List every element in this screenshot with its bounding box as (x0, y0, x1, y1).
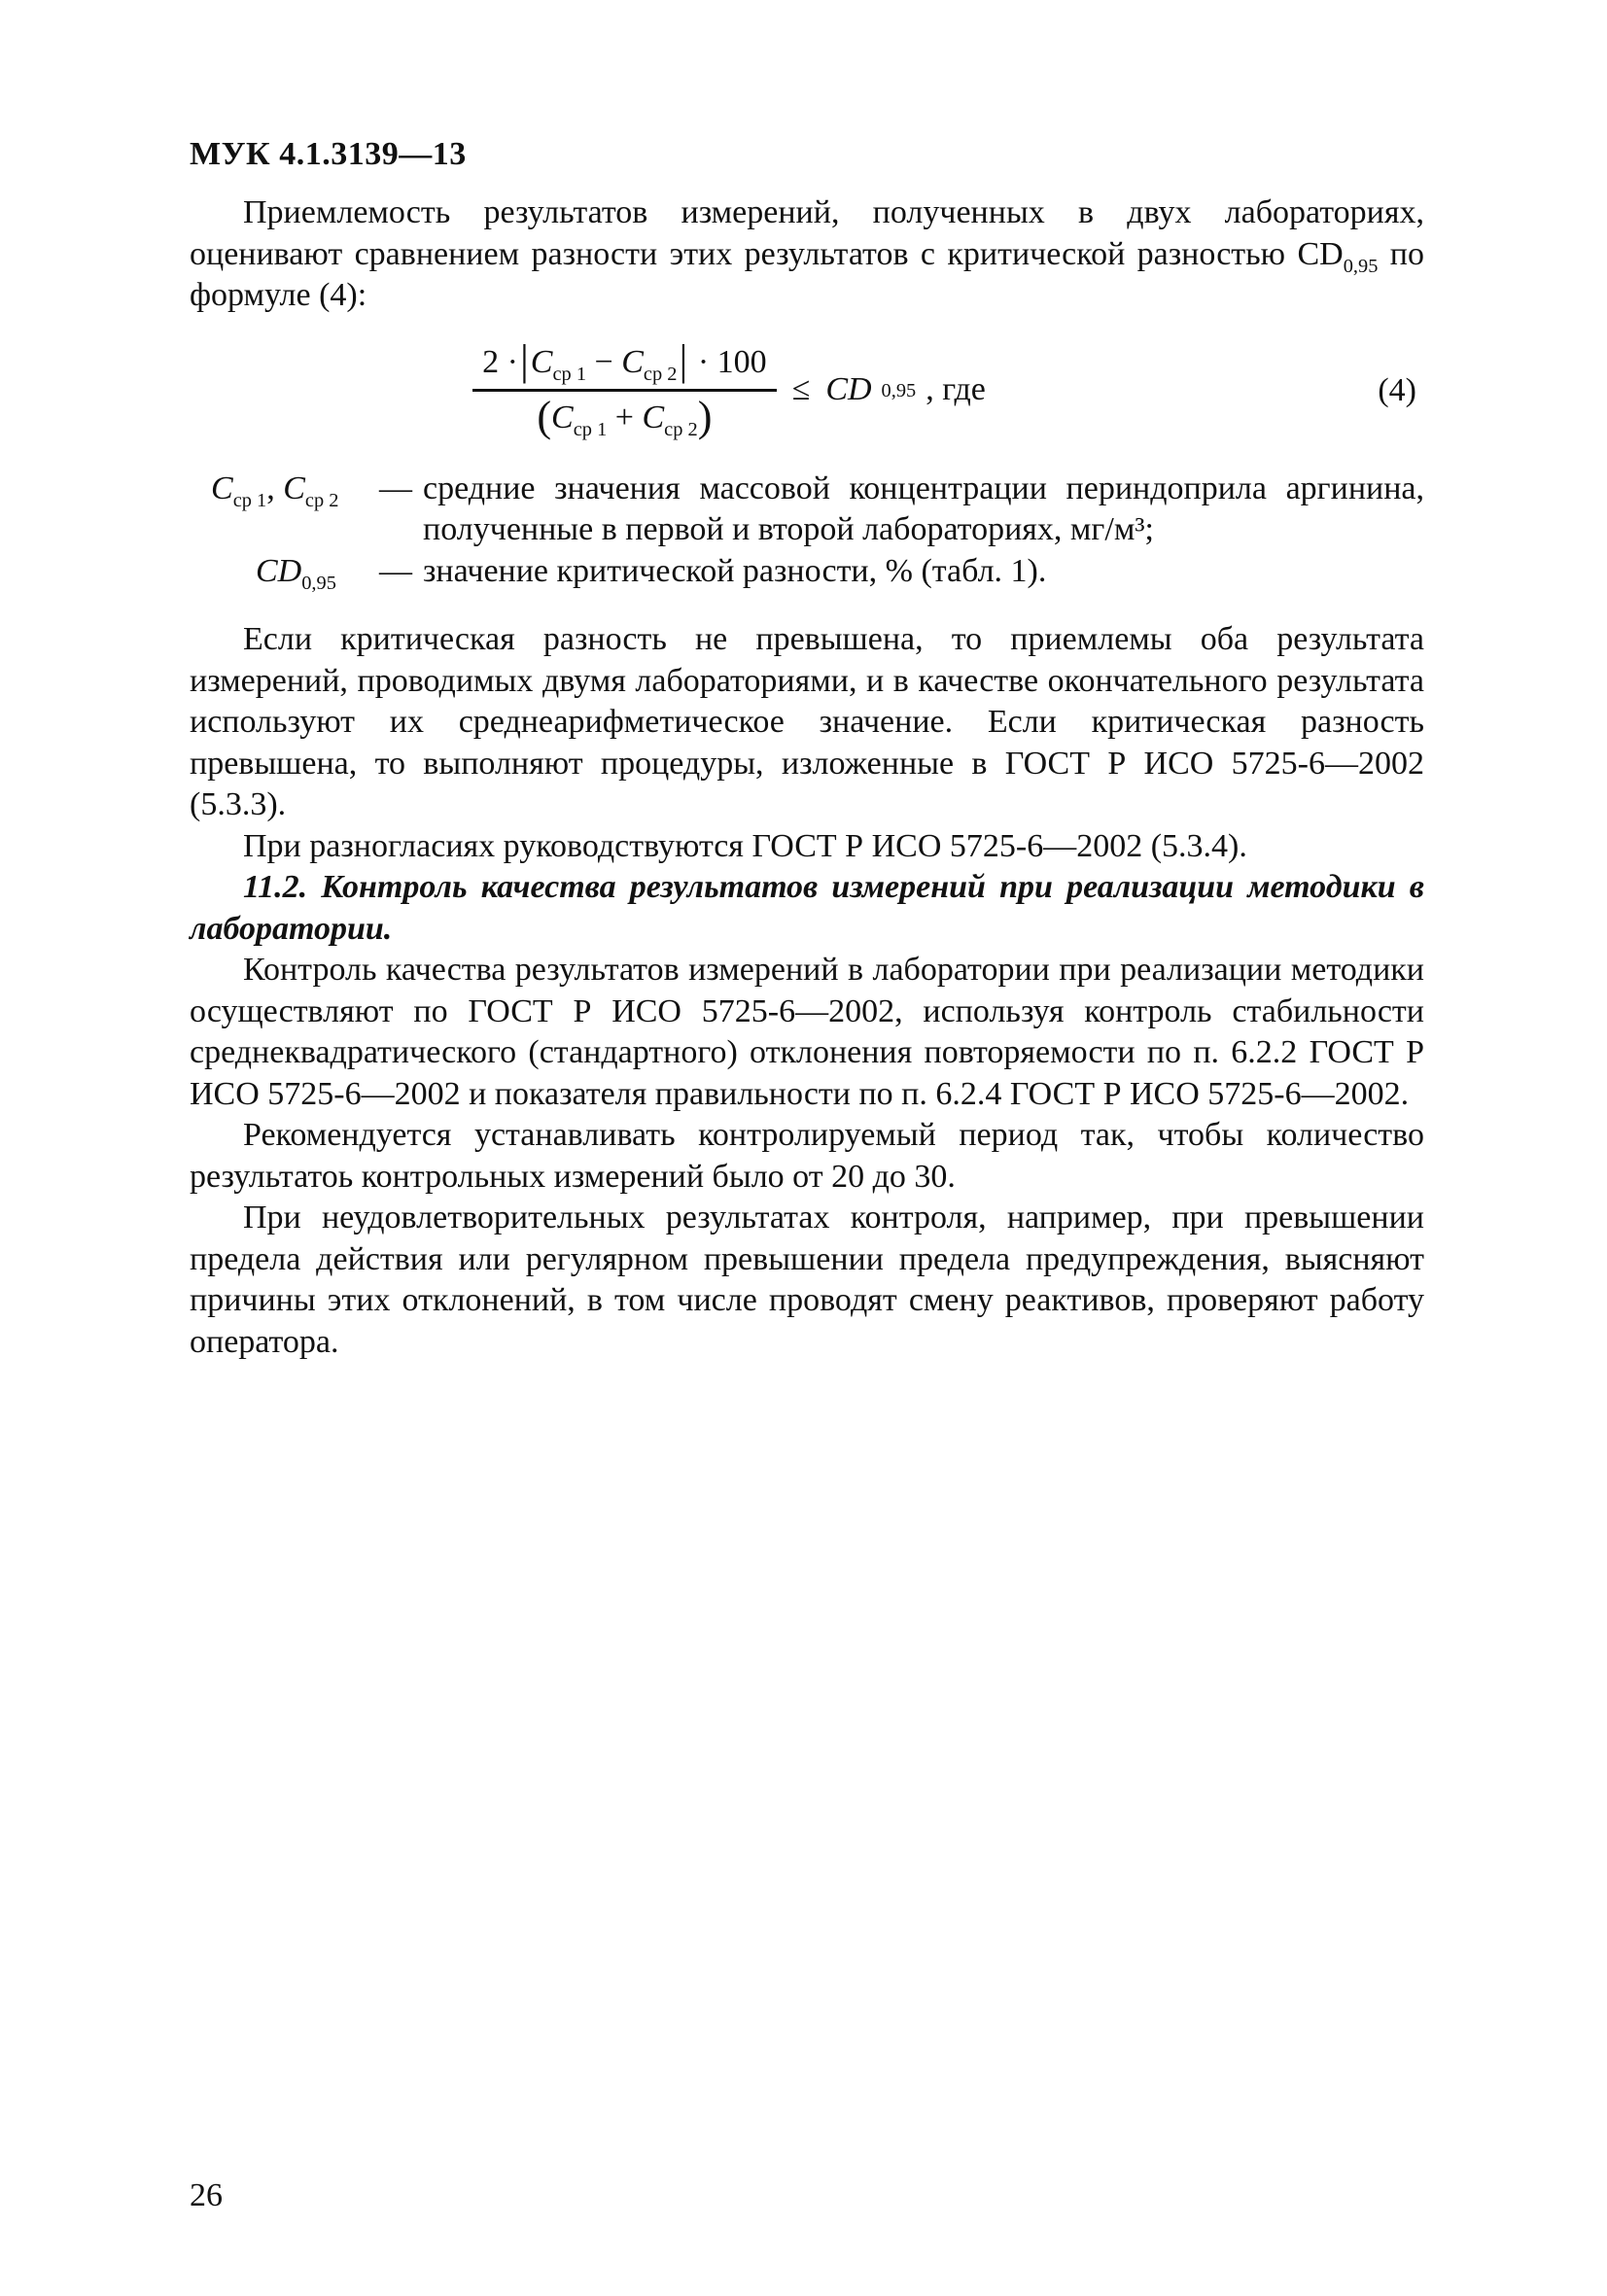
intro-text-1: Приемлемость результатов измерений, полученных в двух лабораториях, оценивают сравнением разности этих результатов с критической разностью (190, 194, 1424, 272)
formula-leq-sign: ≤ (791, 371, 811, 408)
def-cd-symbol: CD (256, 552, 302, 589)
document-content (190, 192, 1424, 1363)
intro-cd-symbol: CD (1297, 235, 1344, 272)
intro-cd-subscript: 0,95 (1343, 255, 1379, 277)
paragraph-quality-control: Контроль качества результатов измерений в лаборатории при реализации методики осуществляют по ГОСТ Р ИСО 5725-6—2002, используя контроль стабильности среднеквадратического (стандартного) отклонения повторяемости по п. 6.2.2 ГОСТ Р ИСО 5725-6—2002 и показателя правильности по п. 6.2.4 ГОСТ Р ИСО 5725-6—2002. (190, 952, 1424, 1112)
definitions-list (190, 469, 1424, 593)
definition-row-c (190, 469, 1424, 551)
formula-sub-cp2: ср 2 (643, 363, 678, 385)
formula-coefficient: 2 · (482, 343, 518, 380)
page-number: 26 (190, 2176, 223, 2213)
intro-paragraph (190, 192, 1424, 317)
definition-text-cd: значение критической разности, % (табл. 1). (423, 552, 1047, 589)
paren-open: ( (537, 393, 552, 440)
def-sub-cp2: ср 2 (304, 489, 339, 511)
intro-text-2: по формуле (4): (190, 235, 1424, 313)
def-var-c2: C (283, 470, 305, 506)
formula-numerator (472, 335, 777, 393)
definition-dash-1: — (379, 470, 412, 506)
formula-var-c2-den: C (642, 400, 665, 435)
formula-cd-symbol: CD (825, 371, 872, 408)
definition-dash-2: — (379, 552, 412, 589)
abs-bar-left: | (519, 335, 529, 384)
formula-var-c1: C (530, 343, 553, 380)
section-heading-11-2: 11.2. Контроль качества результатов измерений при реализации методики в лаборатории. (190, 869, 1424, 947)
definition-term-cd (190, 551, 379, 593)
formula-sub-cp1-den: ср 1 (573, 418, 608, 440)
formula-expression: $\frac{2 \cdot|C_{ср 1} - C_{ср 2}| \cdot 100}{(C_{ср 1} + C_{ср 2})}$ ≤ CD 0,95 , где (472, 342, 986, 439)
formula-minus: − (586, 343, 622, 380)
definition-text-c: средние значения массовой концентрации периндоприла аргинина, полученные в первой и второй лабораториях, мг/м³; (423, 470, 1424, 547)
formula-where-text: , где (926, 371, 986, 408)
formula-sub-cp2-den: ср 2 (664, 418, 698, 440)
paragraph-unsatisfactory-results: При неудовлетворительных результатах контроля, например, при превышении предела действия или регулярном превышении предела предупреждения, выясняют причины этих отклонений, в том числе проводят смену реактивов, проверяют работу оператора. (190, 1200, 1424, 1360)
formula-number: (4) (1378, 371, 1416, 408)
formula-block (190, 335, 1424, 440)
formula-times-100: · 100 (689, 343, 767, 380)
formula-fraction (472, 335, 777, 440)
def-var-c1: C (211, 470, 233, 506)
def-sub-cp1: ср 1 (232, 489, 267, 511)
formula-var-c1-den: C (551, 400, 574, 435)
formula-sub-cp1: ср 1 (552, 363, 587, 385)
def-separator: , (266, 470, 284, 506)
paragraph-control-period: Рекомендуется устанавливать контролируемый период так, чтобы количество результатоь контрольных измерений было от 20 до 30. (190, 1117, 1424, 1195)
definition-row-cd (190, 551, 1424, 593)
doc-number: МУК 4.1.3139—13 (190, 136, 467, 172)
paren-close: ) (697, 393, 713, 440)
formula-denominator (527, 392, 721, 439)
formula-var-c2: C (621, 343, 644, 380)
paragraph-acceptability: Если критическая разность не превышена, то приемлемы оба результата измерений, проводимых двумя лабораториями, и в качестве окончательного результата используют их среднеарифметическое значение. Если критическая разность превышена, то выполняют процедуры, изложенные в ГОСТ Р ИСО 5725-6—2002 (5.3.3). (190, 621, 1424, 822)
paragraph-disagreement: При разногласиях руководствуются ГОСТ Р ИСО 5725-6—2002 (5.3.4). (243, 827, 1247, 864)
abs-bar-right: | (679, 335, 688, 384)
definition-term-c (190, 469, 379, 510)
formula-plus: + (607, 400, 643, 435)
def-cd-subscript: 0,95 (301, 572, 336, 594)
